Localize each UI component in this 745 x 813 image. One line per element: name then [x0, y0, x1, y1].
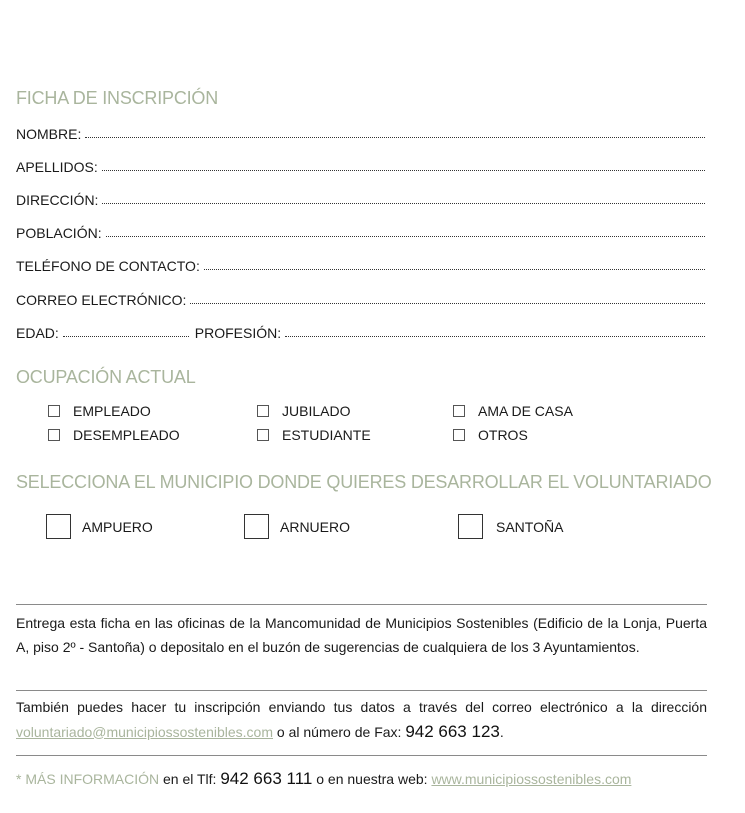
edad-label: EDAD: — [16, 325, 59, 341]
nombre-label: NOMBRE: — [16, 126, 82, 142]
empleado-checkbox[interactable] — [48, 405, 60, 417]
direccion-label: DIRECCIÓN: — [16, 192, 99, 208]
arnuero-label: ARNUERO — [280, 518, 351, 535]
poblacion-field[interactable] — [16, 221, 707, 241]
mas-info-label: * MÁS INFORMACIÓN — [16, 771, 160, 787]
poblacion-label: POBLACIÓN: — [16, 225, 102, 241]
poblacion-line[interactable] — [106, 235, 705, 237]
option-santona[interactable] — [458, 514, 563, 539]
otros-label: OTROS — [478, 427, 528, 443]
divider-bottom — [16, 755, 707, 756]
telefono-line[interactable] — [204, 268, 705, 270]
email-link[interactable]: voluntariado@municipiossostenibles.com — [16, 723, 274, 740]
jubilado-label: JUBILADO — [282, 403, 351, 419]
tlf-number: 942 663 111 — [220, 769, 313, 788]
option-ama-de-casa[interactable] — [453, 403, 573, 419]
inscripcion-text: También puedes hacer tu inscripción enviando tus datos a través del correo electrónico a la dirección — [16, 699, 707, 715]
ama-de-casa-label: AMA DE CASA — [478, 403, 573, 419]
empleado-label: EMPLEADO — [73, 403, 151, 419]
correo-line[interactable] — [190, 302, 705, 304]
tlf-text: en el Tlf: — [159, 771, 221, 787]
ama-de-casa-checkbox[interactable] — [453, 405, 465, 417]
desempleado-label: DESEMPLEADO — [73, 427, 180, 443]
ocupacion-title: OCUPACIÓN ACTUAL — [16, 367, 196, 387]
municipio-title: SELECCIONA EL MUNICIPIO DONDE QUIERES DESARROLLAR EL VOLUNTARIADO — [16, 472, 712, 492]
profesion-line[interactable] — [285, 335, 705, 337]
desempleado-checkbox[interactable] — [48, 429, 60, 441]
ampuero-checkbox[interactable] — [46, 514, 71, 539]
otros-checkbox[interactable] — [453, 429, 465, 441]
profesion-label: PROFESIÓN: — [194, 325, 282, 341]
santona-checkbox[interactable] — [458, 514, 483, 539]
inscripcion-paragraph — [16, 696, 707, 744]
entrega-paragraph: Entrega esta ficha en las oficinas de la Mancomunidad de Municipios Sostenibles (Edificio de la Lonja, Puerta A, piso 2º - Santoña) o depositalo en el buzón de sugerencias de cualquiera de los 3 Ayuntamientos. — [16, 615, 707, 655]
fax-text: o al número de Fax: — [273, 723, 406, 740]
web-text: o en nuestra web: — [312, 771, 432, 787]
arnuero-checkbox[interactable] — [244, 514, 269, 539]
santona-label: SANTOÑA — [496, 518, 564, 535]
nombre-field[interactable] — [16, 122, 707, 142]
direccion-line[interactable] — [102, 202, 705, 204]
option-empleado[interactable] — [48, 403, 151, 419]
correo-label: CORREO ELECTRÓNICO: — [16, 292, 187, 308]
apellidos-field[interactable] — [16, 155, 707, 175]
telefono-field[interactable] — [16, 254, 707, 274]
apellidos-line[interactable] — [102, 169, 705, 171]
fax-number: 942 663 123 — [405, 721, 500, 741]
nombre-line[interactable] — [85, 136, 705, 138]
direccion-field[interactable] — [16, 188, 707, 208]
mas-info-line — [16, 767, 707, 792]
jubilado-checkbox[interactable] — [257, 405, 269, 417]
divider-top — [16, 604, 707, 605]
option-desempleado[interactable] — [48, 427, 180, 443]
option-jubilado[interactable] — [257, 403, 350, 419]
apellidos-label: APELLIDOS: — [16, 159, 98, 175]
option-arnuero[interactable] — [244, 514, 350, 539]
estudiante-label: ESTUDIANTE — [282, 427, 371, 443]
ampuero-label: AMPUERO — [82, 518, 153, 535]
correo-field[interactable] — [16, 288, 707, 308]
period: . — [499, 723, 504, 740]
option-ampuero[interactable] — [46, 514, 153, 539]
divider-middle — [16, 690, 707, 691]
edad-profesion-field[interactable] — [16, 321, 707, 341]
edad-line[interactable] — [63, 335, 189, 337]
option-estudiante[interactable] — [257, 427, 371, 443]
option-otros[interactable] — [453, 427, 528, 443]
estudiante-checkbox[interactable] — [257, 429, 269, 441]
form-title: FICHA DE INSCRIPCIÓN — [16, 88, 219, 108]
telefono-label: TELÉFONO DE CONTACTO: — [16, 258, 200, 274]
web-link[interactable]: www.municipiossostenibles.com — [431, 771, 632, 787]
